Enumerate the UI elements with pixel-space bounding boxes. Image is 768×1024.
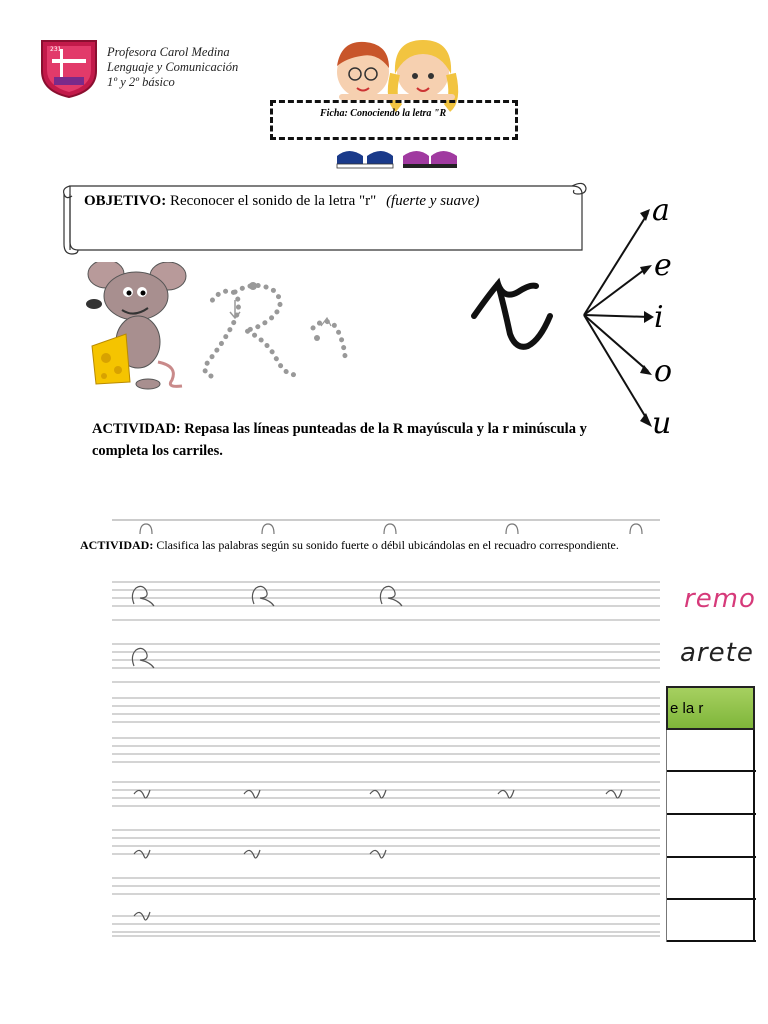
school-logo: [38, 37, 100, 99]
teacher-name: Profesora Carol Medina: [107, 45, 230, 59]
table-row-divider: [667, 770, 756, 772]
table-row-divider: [667, 940, 756, 942]
vowel-u: u: [652, 406, 672, 441]
dotted-letter-r-guide: [195, 280, 370, 385]
word-arete: arete: [680, 638, 754, 668]
classification-table-body[interactable]: [666, 730, 755, 942]
activity-2-label: ACTIVIDAD:: [80, 538, 154, 552]
classification-table-header: e la r: [666, 686, 755, 730]
objective-label: OBJETIVO:: [84, 193, 167, 209]
vowel-e: e: [654, 248, 672, 283]
activity-2-text: Clasifica las palabras según su sonido fuerte o débil ubicándolas en el recuadro correspondiente.: [156, 538, 619, 552]
objective-note: (fuerte y suave): [386, 193, 480, 209]
activity-1-instructions: ACTIVIDAD: Repasa las líneas punteadas de la R mayúscula y la r minúscula y completa los carriles.: [92, 421, 587, 459]
vowel-a: a: [652, 193, 670, 228]
writing-practice-lines: [112, 574, 660, 944]
teacher-info: [107, 45, 238, 90]
cursive-r-letter: [470, 276, 560, 356]
teacher-grade: 1º y 2º básico: [107, 75, 175, 89]
objective-body: Reconocer el sonido de la letra "r": [169, 193, 377, 209]
activity-2-instructions: [80, 538, 619, 553]
table-row-divider: [667, 898, 756, 900]
table-row-divider: [667, 813, 756, 815]
teacher-subject: Lenguaje y Comunicación: [107, 60, 239, 74]
objective-text: [84, 193, 479, 210]
vowel-o: o: [654, 354, 673, 389]
objective-scroll-banner: [62, 180, 588, 258]
ficha-dashed-box: [270, 100, 518, 140]
word-remo: remo: [684, 584, 756, 614]
logo-number: 231: [50, 46, 62, 53]
mouse-cheese-illustration: [78, 262, 188, 392]
ficha-title: Ficha: Conociendo la letra "R: [320, 108, 447, 119]
vowel-arrows: [578, 195, 688, 445]
vowel-i: i: [654, 300, 664, 335]
table-row-divider: [667, 856, 756, 858]
partial-writing-row: [112, 512, 660, 534]
